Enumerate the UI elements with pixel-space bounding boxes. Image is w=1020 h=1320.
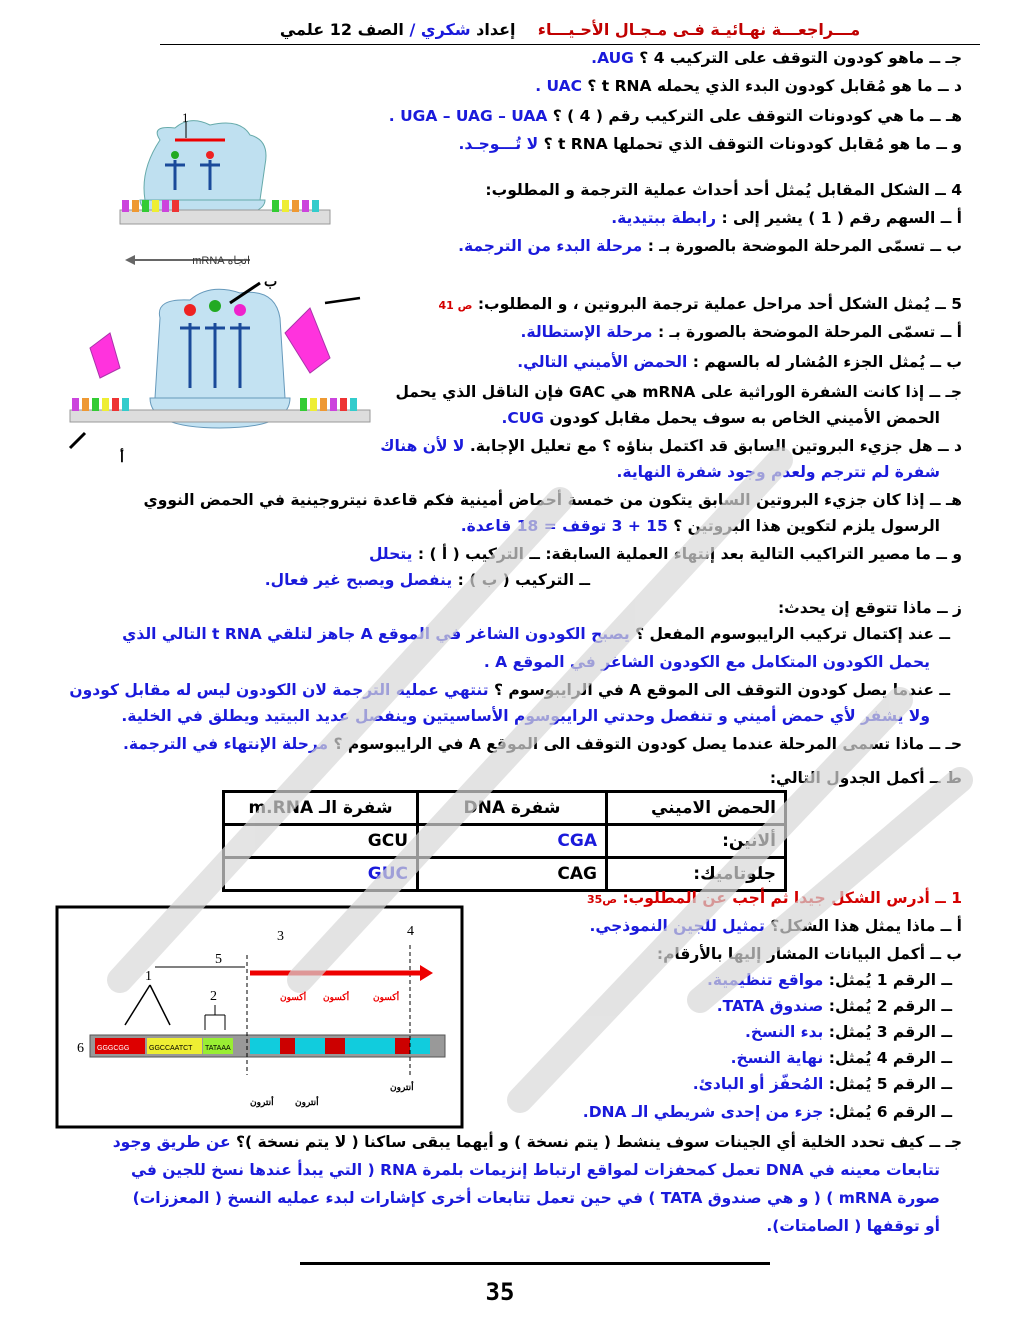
class-label: الصف 12 علمي	[279, 20, 404, 39]
incoming-trna-right	[285, 308, 330, 373]
table-cell: ألانين:	[607, 825, 786, 858]
review-title: مـــراجعـــة نهـائيـة فـى مـجـال الأحـيـــاء	[537, 20, 861, 39]
q-h-stop-codons: هـ ــ ما هي كودونات التوقف على التركيب رقم ( 4 ) ؟ UGA – UAG – UAA .	[388, 107, 962, 125]
q-z-1: ــ عند إكتمال تركيب الرايبوسوم المفعل ؟ يصبح الكودون الشاغر في الموقع A جاهز لتلقي t RNA التالي الذي	[122, 625, 950, 643]
table-cell: CGA	[418, 825, 607, 858]
table-cell: GUC	[224, 858, 418, 891]
q-w-stop-anticodon: و ــ ما هو مُقابل كودونات التوقف الذي تحملها t RNA ؟ لا تُـــوجـد.	[458, 135, 962, 153]
q1-a: أ ــ ماذا يمثل هذا الشكل؟ تمثيل للجين النموذجي.	[589, 917, 962, 935]
label-1: 1	[145, 969, 152, 984]
label-3: 3	[277, 929, 284, 944]
q1-j-cont1: تتابعات معينه في DNA تعمل كمحفزات لمواقع ارتباط إنزيمات بلمرة RNA ( التي يبدأ عندها نسخ للجين في	[131, 1161, 940, 1179]
table-header-row	[224, 792, 786, 825]
table-cell: CAG	[418, 858, 607, 891]
q4-title: 4 ــ الشكل المقابل يُمثل أحد أحداث عملية الترجمة و المطلوب:	[485, 181, 962, 199]
amino-acid	[184, 304, 196, 316]
table-header: شفرة DNA	[418, 792, 607, 825]
q-z-2: ــ عندما يصل كودون التوقف الى الموقع A في الرايبوسوم ؟ تنتهي عمليه الترجمة لان الكودون ليس له مقابل كودون	[69, 681, 950, 699]
q1-b: ب ــ أكمل البيانات المشار إليها بالأرقام:	[656, 945, 962, 963]
table-cell: جلوتاميك:	[607, 858, 786, 891]
label-4: 4	[407, 924, 414, 939]
header-rule	[160, 44, 980, 45]
q-d-start-anticodon: د ــ ما هو مُقابل كودون البدء الذي يحمله t RNA ؟ UAC .	[535, 77, 962, 95]
incoming-trna-left	[90, 333, 120, 378]
q-h2: حـ ــ ماذا تسمى المرحلة عندما يصل كودون التوقف الى الموقع A في الرايبوسوم ؟ مرحلة الإنتهاء في الترجمة.	[123, 735, 962, 753]
q-z-1-cont: يحمل الكودون المتكامل مع الكودون الشاغر في الموقع A .	[483, 653, 930, 671]
q-z-2-cont: ولا يشفر لأي حمض أميني و تنفصل وحدتي الرايبوسوم الأساسيتين وينفصل عديد البيتيد ويطلق في الخلية.	[121, 707, 930, 725]
q1-j-cont3: أو توقفها ( الصامتات).	[766, 1217, 940, 1235]
q1-title: 1 ــ أدرس الشكل جيدا ثم أجب عن المطلوب: ص35	[586, 889, 962, 907]
exon-label: أكسون	[280, 992, 307, 1002]
q5-title: 5 ــ يُمثل الشكل أحد مراحل عملية ترجمة البروتين ، و المطلوب: ص 41	[438, 295, 962, 313]
figure-translation-initiation	[100, 110, 360, 280]
exons-introns	[250, 1038, 430, 1054]
table-header: شفرة الـ m.RNA	[224, 792, 418, 825]
q1-b-1: ــ الرقم 1 يُمثل: مواقع تنظيمية.	[707, 971, 952, 989]
q-j-stop-codon: جـ ــ ماهو كودون التوقف على التركيب 4 ؟ AUG.	[591, 49, 962, 67]
q1-j-cont2: صورة mRNA ) ( و هي صندوق TATA ) في حين تعمل تتابعات أخرى كإشارات لبدء عمليه النسخ ( المعززات)	[132, 1189, 940, 1207]
q-z-title: ز ــ ماذا تتوقع إن يحدث:	[777, 599, 962, 617]
q5-b: ب ــ يُمثل الجزء المُشار له بالسهم : الحمض الأميني التالي.	[517, 353, 962, 371]
codon-table	[222, 790, 787, 892]
amino-acid	[209, 300, 221, 312]
direction-label: اتجاه mRNA	[192, 255, 250, 267]
q4-b: ب ــ تسمّى المرحلة الموضحة بالصورة بـ : مرحلة البدء من الترجمة.	[458, 237, 962, 255]
footer-rule	[300, 1262, 770, 1265]
page-number: 35	[485, 1278, 515, 1306]
seq-tata: TATAAA	[205, 1045, 231, 1052]
trna-molecules	[180, 323, 250, 388]
q5-d: د ــ هل جزيء البروتين السابق قد اكتمل بناؤه ؟ مع تعليل الإجابة. لا لأن هناك	[380, 437, 962, 455]
figure-translation-elongation	[60, 278, 380, 468]
mrna-strand	[70, 410, 370, 422]
q1-b-2: ــ الرقم 2 يُمثل: صندوق TATA.	[716, 997, 952, 1015]
label-5: 5	[215, 952, 222, 967]
q1-b-4: ــ الرقم 4 يُمثل: نهاية النسخ.	[730, 1049, 952, 1067]
arrow-tip-right	[325, 298, 360, 303]
mrna-strand	[120, 210, 330, 224]
q5-a: أ ــ تسمّى المرحلة الموضحة بالصورة بـ : مرحلة الإستطالة.	[520, 323, 962, 341]
q1-b-6: ــ الرقم 6 يُمثل: جزء من إحدى شريطي الـ DNA.	[582, 1103, 952, 1121]
author-name: شكري /	[409, 20, 471, 39]
direction-arrowhead	[125, 255, 135, 265]
q5-h: هـ ــ إذا كان جزيء البروتين السابق يتكون من خمسة أحماض أمينية فكم قاعدة نيتروجينية في الحمض النووي	[143, 491, 962, 509]
figure-gene-structure	[55, 905, 465, 1130]
q1-b-5: ــ الرقم 5 يُمثل: المُحفّز أو البادئ.	[692, 1075, 952, 1093]
q5-w: و ــ ما مصير التراكيب التالية بعد إنتهاء العملية السابقة: ــ التركيب ( أ ) : يتحلل	[368, 545, 962, 563]
table-cell: GCU	[224, 825, 418, 858]
table-row	[224, 858, 786, 891]
intron-label: أنترون	[295, 1097, 319, 1107]
q5-d-cont: شفرة لم تترجم ولعدم وجود شفرة النهاية.	[616, 463, 940, 481]
prepared-by-label: إعداد	[476, 20, 516, 39]
ribosome-large-subunit	[144, 121, 266, 200]
q1-j: جـ ــ كيف تحدد الخلية أي الجينات سوف ينشط ( يتم نسخة ) و أيهما يبقى ساكنا ( لا يتم نسخة )؟ عن طريق وجود	[112, 1133, 962, 1151]
label-b: ب	[264, 278, 278, 289]
q4-a: أ ــ السهم رقم ( 1 ) يشير إلى : رابطة ببتيدية.	[611, 209, 962, 227]
seq-caat: GGCCAATCT	[149, 1045, 193, 1052]
table-row	[224, 825, 786, 858]
q5-j: جـ ــ إذا كانت الشفرة الوراثية على mRNA هي GAC فإن الناقل الذي يحمل	[395, 383, 962, 401]
intron-label: أنترون	[390, 1082, 414, 1092]
arrow-a	[70, 433, 85, 448]
q5-w-cont: ــ التركيب ( ب ) : ينفصل ويصبح غير فعال.	[264, 571, 590, 589]
q5-j-cont: الحمض الأميني الخاص به سوف يحمل مقابل كودون CUG.	[501, 409, 940, 427]
label-a: أ	[120, 449, 124, 465]
figure-frame	[57, 907, 462, 1127]
arrow-1-label: 1	[182, 110, 189, 125]
exon-label: أكسون	[323, 992, 350, 1002]
label-2: 2	[210, 989, 217, 1004]
q1-b-3: ــ الرقم 3 يُمثل: بدء النسخ.	[744, 1023, 952, 1041]
label-6: 6	[77, 1041, 84, 1056]
amino-acid	[234, 304, 246, 316]
seq-gc: GGGCGG	[97, 1045, 130, 1052]
table-header: الحمض الاميني	[607, 792, 786, 825]
amino-acid	[206, 151, 214, 159]
amino-acid	[171, 151, 179, 159]
q-t: ط ــ أكمل الجدول التالي:	[769, 769, 962, 787]
q5-h-cont: الرسول يلزم لتكوين هذا البروتين ؟ 15 + 3 توقف = 18 قاعدة.	[460, 517, 940, 535]
exon-label: أكسون	[373, 992, 400, 1002]
intron-label: أنترون	[250, 1097, 274, 1107]
page-header	[160, 20, 980, 39]
